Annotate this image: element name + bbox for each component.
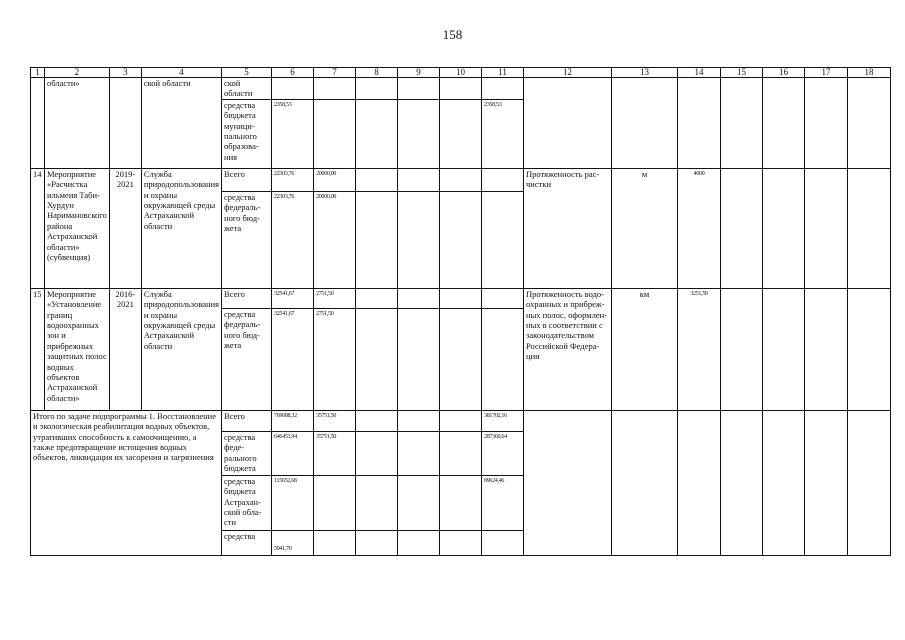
source: средства федераль-ного бюд-жета xyxy=(222,308,272,410)
source-cont: ской области xyxy=(222,78,272,100)
unit: км xyxy=(612,288,678,410)
executor: Служба природопользования и охраны окружающей среды Астраханской области xyxy=(141,288,221,410)
value-cell: 2358,53 xyxy=(272,99,314,168)
col-number: 14 xyxy=(678,68,721,78)
value-cell: 2751,50 xyxy=(314,288,356,308)
value-cell: 89624,46 xyxy=(482,475,524,530)
value-cell: 287360,64 xyxy=(482,431,524,475)
value-cell: 5941,70 xyxy=(272,530,314,555)
table-row xyxy=(31,168,891,191)
measure-name: Мероприятие «Установление границ водоохранных зон и прибрежных защитных полос водных объектов Астраханской области» xyxy=(45,288,110,410)
col-number: 12 xyxy=(524,68,612,78)
indicator: Протяженность рас-чистки xyxy=(524,168,612,288)
source: средства федераль-ного бюд-жета xyxy=(222,191,272,288)
row-number: 14 xyxy=(31,168,45,288)
measure-name-cont: области» xyxy=(45,78,110,169)
row-number: 15 xyxy=(31,288,45,410)
total-label: Итого по задаче подпрограммы 1. Восстановление и экологическая реабилитация водных объектов, утративших способность к самоочищению, а также предотвращение истощения водных объектов, ликвидация их засорения и загрязнения xyxy=(31,410,222,555)
col-number: 13 xyxy=(612,68,678,78)
measure-name: Мероприятие «Расчистка ильмеия Таби-Хурдун Наримановского района Астраханской области» (субвенция) xyxy=(45,168,110,288)
col-number: 3 xyxy=(109,68,141,78)
unit: м xyxy=(612,168,678,288)
col-number: 10 xyxy=(440,68,482,78)
value-cell: 2751,50 xyxy=(314,308,356,410)
table-row xyxy=(31,288,891,308)
source: средства бюджета Астрахан-ской обла-сти xyxy=(222,475,272,530)
source: средства феде-рального бюджета xyxy=(222,431,272,475)
col-number: 11 xyxy=(482,68,524,78)
col-number: 16 xyxy=(763,68,805,78)
executor: Служба природопользования и охраны окружающей среды Астраханской области xyxy=(141,168,221,288)
source: Всего xyxy=(222,168,272,191)
value-cell: 22303,76 xyxy=(272,168,314,191)
value-cell: 115652,68 xyxy=(272,475,314,530)
col-number: 7 xyxy=(314,68,356,78)
col-number: 18 xyxy=(848,68,891,78)
indicator-value: 4000 xyxy=(678,168,721,288)
col-number: 8 xyxy=(356,68,398,78)
value-cell: 20000,00 xyxy=(314,168,356,191)
value-cell: 381702,16 xyxy=(482,410,524,431)
page-number: 158 xyxy=(442,27,463,42)
total-row xyxy=(31,410,891,431)
value-cell: 769088,32 xyxy=(272,410,314,431)
value-cell: 22303,76 xyxy=(272,191,314,288)
col-number: 5 xyxy=(222,68,272,78)
source: средства xyxy=(222,530,272,555)
col-number: 4 xyxy=(141,68,221,78)
executor-cont: ской области xyxy=(141,78,221,169)
indicator-value: 3251,59 xyxy=(678,288,721,410)
source: Всего xyxy=(222,410,272,431)
value-cell: 32541,67 xyxy=(272,308,314,410)
value-cell: 35751,50 xyxy=(314,410,356,431)
indicator: Протяженность водо-охранных и прибреж-ных полос, оформлен-ных в соответствии с законодательством Российской Федера-ции xyxy=(524,288,612,410)
years: 2016-2021 xyxy=(109,288,141,410)
value-cell: 20000,00 xyxy=(314,191,356,288)
value-cell: 646453,94 xyxy=(272,431,314,475)
column-number-row xyxy=(31,68,891,78)
source-cont: средства бюджета муници-пального образова-ния xyxy=(222,99,272,168)
source: Всего xyxy=(222,288,272,308)
value-cell: 2358,53 xyxy=(482,99,524,168)
col-number: 2 xyxy=(45,68,110,78)
col-number: 1 xyxy=(31,68,45,78)
col-number: 15 xyxy=(721,68,763,78)
years: 2019-2021 xyxy=(109,168,141,288)
col-number: 17 xyxy=(805,68,848,78)
value-cell: 35751,50 xyxy=(314,431,356,475)
program-table xyxy=(30,67,891,556)
col-number: 9 xyxy=(398,68,440,78)
col-number: 6 xyxy=(272,68,314,78)
value-cell: 32541,67 xyxy=(272,288,314,308)
continuation-row xyxy=(31,78,891,100)
